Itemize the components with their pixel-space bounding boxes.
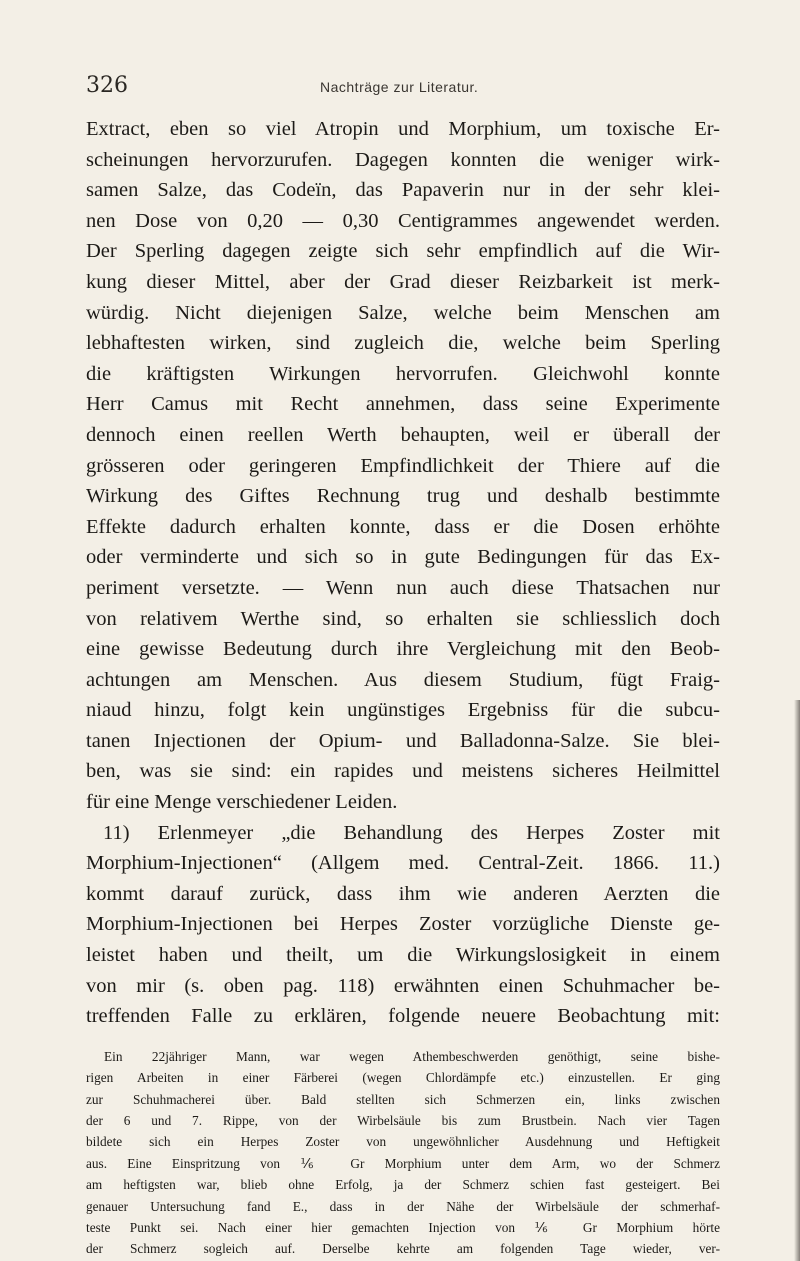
- case-report: [86, 1046, 720, 1260]
- text-line: tanen Injectionen der Opium- und Balladonna-Salze. Sie blei-: [86, 729, 720, 752]
- running-head: [0, 73, 800, 103]
- text-line: leistet haben und theilt, um die Wirkungslosigkeit in einem: [86, 944, 720, 967]
- text-line: ben, was sie sind: ein rapides und meistens sicheres Heilmittel: [86, 760, 720, 783]
- small-text-line: der 6 und 7. Rippe, von der Wirbelsäule bis zum Brustbein. Nach vier Tagen: [86, 1112, 720, 1128]
- body-text: [86, 114, 720, 1260]
- text-line: würdig. Nicht diejenigen Salze, welche beim Menschen am: [86, 301, 720, 324]
- text-line: von relativem Werthe sind, so erhalten sie schliesslich doch: [86, 607, 720, 630]
- small-text-line: bildete sich ein Herpes Zoster von ungewöhnlicher Ausdehnung und Heftigkeit: [86, 1134, 720, 1150]
- text-line: Herr Camus mit Recht annehmen, dass seine Experimente: [86, 393, 720, 416]
- text-line: scheinungen hervorzurufen. Dagegen konnten die weniger wirk-: [86, 148, 720, 171]
- text-line: die kräftigsten Wirkungen hervorrufen. Gleichwohl konnte: [86, 362, 720, 385]
- small-text-line: genauer Untersuchung fand E., dass in der Nähe der Wirbelsäule der schmerhaf-: [86, 1198, 720, 1214]
- text-line: Morphium-Injectionen“ (Allgem med. Central-Zeit. 1866. 11.): [86, 852, 720, 875]
- small-text-line: Ein 22jähriger Mann, war wegen Athembeschwerden genöthigt, seine bishe-: [104, 1048, 720, 1064]
- small-text-line: zur Schuhmacherei über. Bald stellten sich Schmerzen ein, links zwischen: [86, 1091, 720, 1107]
- running-title: Nachträge zur Literatur.: [320, 79, 479, 95]
- main-paragraphs: [86, 114, 720, 1032]
- text-line: niaud hinzu, folgt kein ungünstiges Ergebniss für die subcu-: [86, 699, 720, 722]
- small-text-line: aus. Eine Einspritzung von ⅙ Gr Morphium unter dem Arm, wo der Schmerz: [86, 1155, 720, 1171]
- text-line: Effekte dadurch erhalten konnte, dass er die Dosen erhöhte: [86, 515, 720, 538]
- page-number: 326: [86, 73, 128, 98]
- text-line: samen Salze, das Codeïn, das Papaverin nur in der sehr klei-: [86, 179, 720, 202]
- text-line: grösseren oder geringeren Empfindlichkeit der Thiere auf die: [86, 454, 720, 477]
- text-line: treffenden Falle zu erklären, folgende neuere Beobachtung mit:: [86, 1005, 720, 1028]
- text-line: Morphium-Injectionen bei Herpes Zoster vorzügliche Dienste ge-: [86, 913, 720, 936]
- text-line: von mir (s. oben pag. 118) erwähnten einen Schuhmacher be-: [86, 974, 720, 997]
- text-line: Der Sperling dagegen zeigte sich sehr empfindlich auf die Wir-: [86, 240, 720, 263]
- text-line: lebhaftesten wirken, sind zugleich die, welche beim Sperling: [86, 332, 720, 355]
- text-line: eine gewisse Bedeutung durch ihre Vergleichung mit den Beob-: [86, 638, 720, 661]
- small-text-line: am heftigsten war, blieb ohne Erfolg, ja der Schmerz schien fast gesteigert. Bei: [86, 1177, 720, 1193]
- text-line: für eine Menge verschiedener Leiden.: [86, 791, 398, 814]
- page-edge-shadow: [794, 700, 800, 1261]
- text-line: achtungen am Menschen. Aus diesem Studium, fügt Fraig-: [86, 668, 720, 691]
- text-line: nen Dose von 0,20 — 0,30 Centigrammes angewendet werden.: [86, 209, 720, 232]
- text-line: periment versetzte. — Wenn nun auch diese Thatsachen nur: [86, 576, 720, 599]
- small-text-line: der Schmerz sogleich auf. Derselbe kehrte am folgenden Tage wieder, ver-: [86, 1241, 720, 1257]
- text-line: oder verminderte und sich so in gute Bedingungen für das Ex-: [86, 546, 720, 569]
- text-line: dennoch einen reellen Werth behaupten, weil er überall der: [86, 423, 720, 446]
- text-line: Extract, eben so viel Atropin und Morphium, um toxische Er-: [86, 118, 720, 140]
- small-text-line: teste Punkt sei. Nach einer hier gemachten Injection von ⅙ Gr Morphium hörte: [86, 1219, 720, 1235]
- text-line: kommt darauf zurück, dass ihm wie anderen Aerzten die: [86, 882, 720, 905]
- small-text-line: rigen Arbeiten in einer Färberei (wegen Chlordämpfe etc.) einzustellen. Er ging: [86, 1070, 720, 1086]
- text-line: 11) Erlenmeyer „die Behandlung des Herpes Zoster mit: [103, 821, 720, 844]
- text-line: kung dieser Mittel, aber der Grad dieser Reizbarkeit ist merk-: [86, 270, 720, 293]
- text-line: Wirkung des Giftes Rechnung trug und deshalb bestimmte: [86, 485, 720, 508]
